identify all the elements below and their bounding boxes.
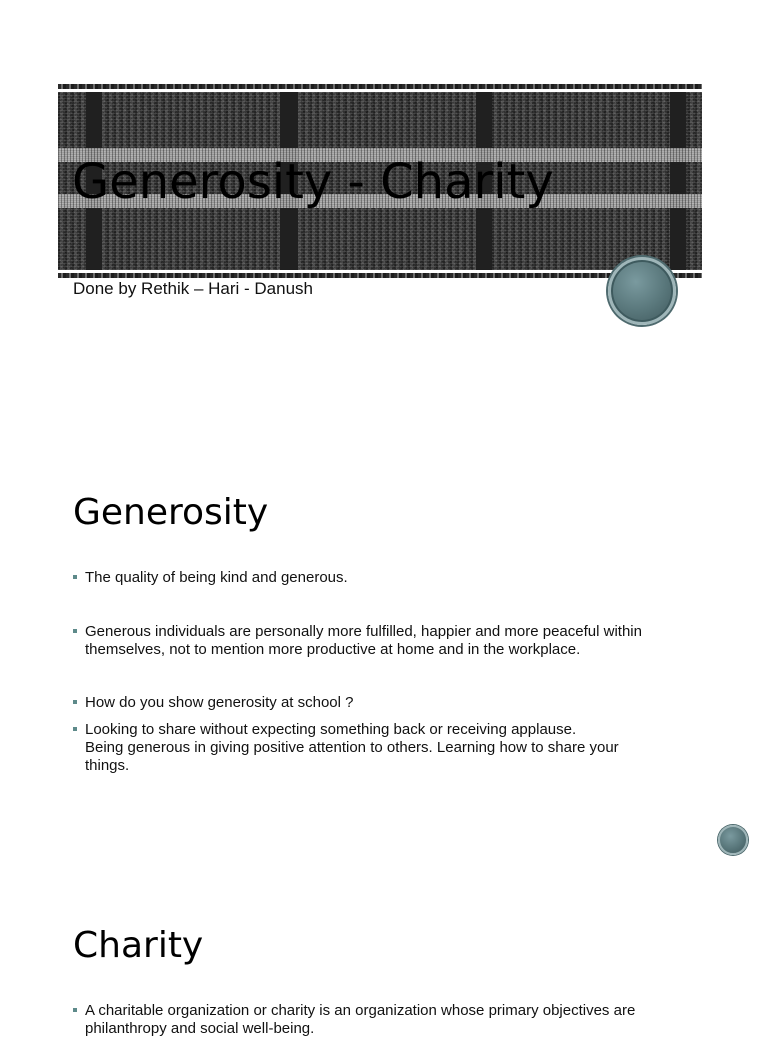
bullet-text: things. bbox=[85, 757, 130, 774]
bullet-text: Generous individuals are personally more fulfilled, happier and more peaceful within bbox=[85, 623, 642, 640]
bullet-item bbox=[73, 623, 693, 659]
bullet-item bbox=[73, 694, 693, 712]
bullet-item bbox=[73, 1002, 693, 1038]
slide-subtitle: Done by Rethik – Hari - Danush bbox=[73, 279, 314, 298]
bullet-icon bbox=[73, 629, 77, 633]
bullet-text: Being generous in giving positive attention to others. Learning how to share your bbox=[85, 739, 619, 756]
bullet-text: How do you show generosity at school ? bbox=[85, 694, 354, 711]
bullet-text: A charitable organization or charity is an organization whose primary objectives are bbox=[85, 1002, 636, 1019]
bullet-item bbox=[73, 721, 693, 775]
bullet-text: themselves, not to mention more productive at home and in the workplace. bbox=[85, 641, 581, 658]
bullet-icon bbox=[73, 727, 77, 731]
circle-decoration-icon bbox=[608, 257, 676, 325]
bullet-text: The quality of being kind and generous. bbox=[85, 569, 348, 586]
slide-title: Generosity - Charity bbox=[72, 154, 554, 210]
banner-edge-bottom bbox=[58, 273, 702, 278]
generosity-heading: Generosity bbox=[73, 492, 269, 533]
banner-stripe bbox=[670, 92, 686, 270]
banner-gap-top bbox=[58, 89, 702, 92]
circle-decoration-icon bbox=[718, 825, 748, 855]
bullet-icon bbox=[73, 575, 77, 579]
bullet-text: philanthropy and social well-being. bbox=[85, 1020, 315, 1037]
bullet-icon bbox=[73, 700, 77, 704]
bullet-text: Looking to share without expecting something back or receiving applause. bbox=[85, 721, 577, 738]
bullet-icon bbox=[73, 1008, 77, 1012]
bullet-item bbox=[73, 569, 693, 587]
charity-heading: Charity bbox=[73, 925, 204, 966]
